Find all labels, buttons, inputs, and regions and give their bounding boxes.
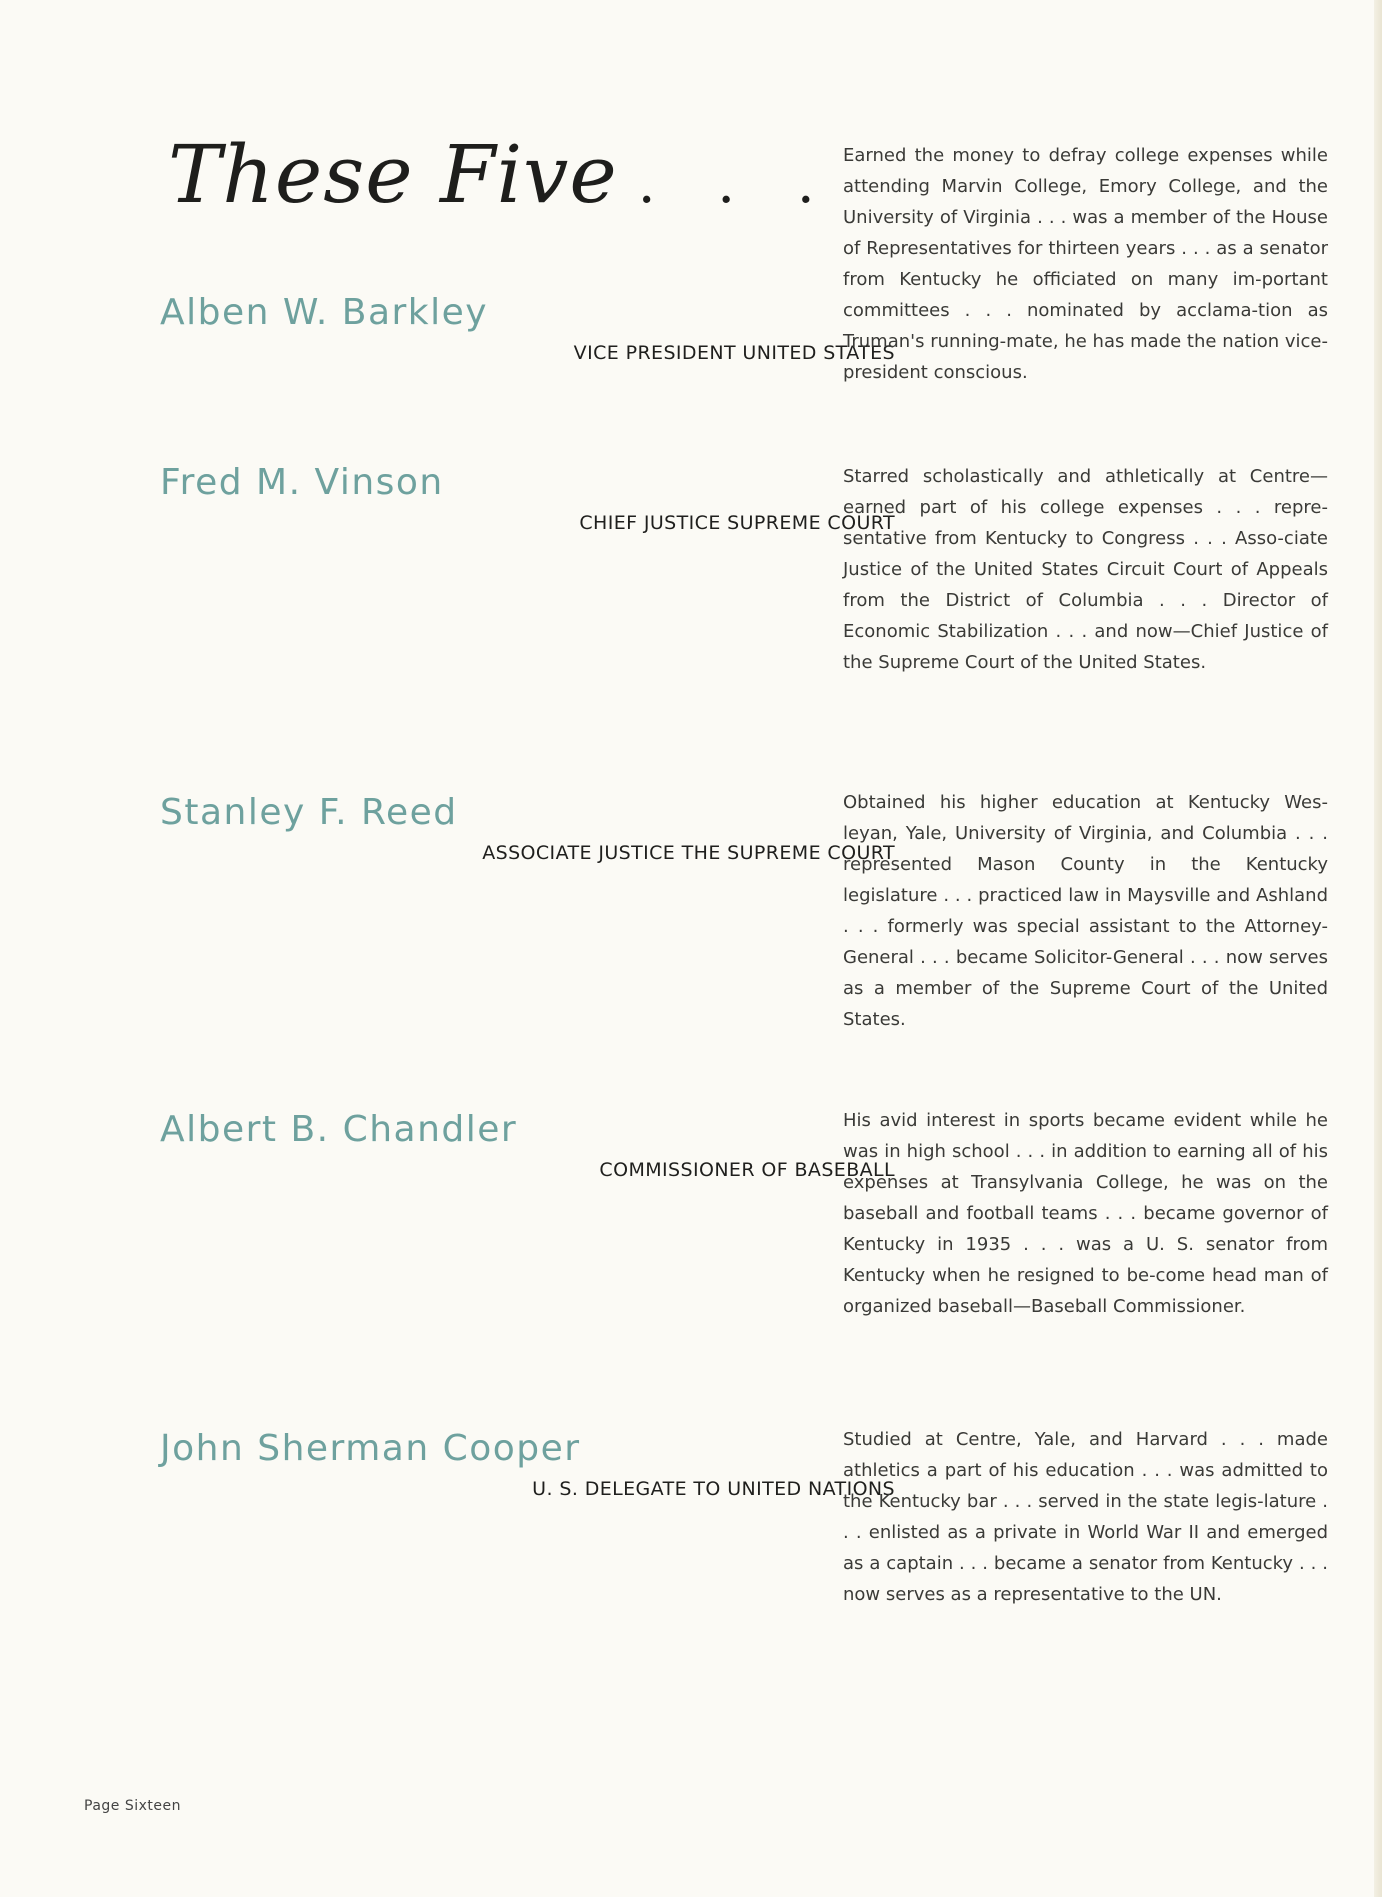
person-bio: His avid interest in sports became evident while he was in high school . . . in addition to earning all of his expenses at Transylvania College, he was on the baseball and football teams . . . became governor of Kentucky in 1935 . . . was a U. S. senator from Kentucky when he resigned to be-come head man of organized baseball—Baseball Commissioner. — [843, 1110, 1328, 1317]
page-number: Page Sixteen — [84, 1798, 181, 1814]
person-bio: Studied at Centre, Yale, and Harvard . . . made athletics a part of his education . . . was admitted to the Kentucky bar . . . served in the state legis-lature . . . enlisted as a private in World War II and emerged as a captain . . . became a senator from Kentucky . . . now serves as a representative to the UN. — [843, 1429, 1328, 1605]
person-title: U. S. DELEGATE TO UNITED NATIONS — [532, 1478, 895, 1500]
person-name: John Sherman Cooper — [160, 1428, 581, 1469]
person-name: Stanley F. Reed — [160, 792, 458, 833]
person-title: ASSOCIATE JUSTICE THE SUPREME COURT — [482, 842, 895, 864]
person-title: CHIEF JUSTICE SUPREME COURT — [579, 512, 895, 534]
person-bio: Obtained his higher education at Kentucky Wes-leyan, Yale, University of Virginia, and Columbia . . . represented Mason County in the Kentucky legislature . . . practiced law in Maysville and Ashland . . . formerly was special assistant to the Attorney-General . . . became Solicitor-General . . . now serves as a member of the Supreme Court of the United States. — [843, 792, 1328, 1030]
person-name: Alben W. Barkley — [160, 292, 489, 333]
page-heading — [168, 120, 837, 240]
page-edge — [1374, 0, 1382, 1897]
person-bio: Earned the money to defray college expenses while attending Marvin College, Emory College, and the University of Virginia . . . was a member of the House of Representatives for thirteen years . . . as a senator from Kentucky he officiated on many im-portant committees . . . nominated by acclama-tion as Truman's running-mate, he has made the nation vice-president conscious. — [843, 145, 1328, 383]
heading-ellipsis: . . . — [637, 151, 837, 216]
person-title: VICE PRESIDENT UNITED STATES — [573, 342, 895, 364]
person-name: Albert B. Chandler — [160, 1109, 518, 1150]
heading-script-title: These Five — [168, 128, 618, 221]
person-name: Fred M. Vinson — [160, 462, 444, 503]
person-title: COMMISSIONER OF BASEBALL — [599, 1159, 895, 1181]
person-bio: Starred scholastically and athletically at Centre—earned part of his college expenses . . . repre-sentative from Kentucky to Congress . . . Asso-ciate Justice of the United States Circuit Court of Appeals from the District of Columbia . . . Director of Economic Stabilization . . . and now—Chief Justice of the Supreme Court of the United States. — [843, 466, 1328, 673]
